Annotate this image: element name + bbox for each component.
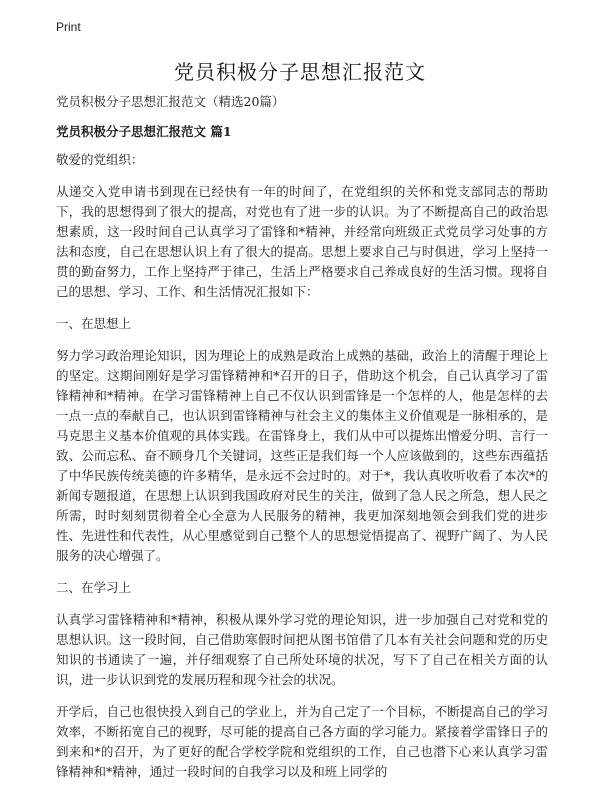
document-subtitle: 党员积极分子思想汇报范文（精选20篇） bbox=[56, 94, 285, 109]
paragraph-thought: 努力学习政治理论知识，因为理论上的成熟是政治上成熟的基础，政治上的清醒于理论上的坚定。这期间刚好是学习雷锋精神和*召开的日子，借助这个机会，自己认真学习了雷锋精神和*精神。在学习雷锋精神上自己不仅认识到雷锋是一个怎样的人，他是怎样的去一点一点的奉献自己，也认识到雷锋精神与社会主义的集体主义价值观是一脉相承的，是马克思主义基本价值观的具体实践。在雷锋身上，我们从中可以提炼出憎爱分明、言行一致、公而忘私、奋不顾身几个关键词，这些正是我们每一个人应该做到的，这些东西蕴括了中华民族传统美德的许多精华，是永远不会过时的。对于*，我认真收听收看了本次*的新闻专题报道，在思想上认识到我国政府对民生的关注，做到了急人民之所急，想人民之所需，时时刻刻贯彻着全心全意为人民服务的精神，我更加深刻地领会到我们党的进步性、先进性和代表性，从心里感觉到自己整个人的思想觉悟提高了、视野广阔了、为人民服务的决心增强了。 bbox=[56, 348, 548, 563]
document-body bbox=[56, 92, 548, 794]
document-title: 党员积极分子思想汇报范文 bbox=[174, 60, 426, 84]
greeting: 敬爱的党组织： bbox=[56, 152, 144, 167]
paragraph-study: 认真学习雷锋精神和*精神，积极从课外学习党的理论知识，进一步加强自己对党和党的思想认识。这一段时间，自己借助寒假时间把从图书馆借了几本有关社会问题和党的历史知识的书通读了一遍，并仔细观察了自己所处环境的状况，写下了自己在相关方面的认识，进一步认识到党的发展历程和现今社会的状况。 bbox=[56, 612, 548, 687]
paragraph-semester: 开学后，自己也很快投入到自己的学业上，并为自己定了一个目标，不断提高自己的学习效率，不断拓宽自己的视野，尽可能的提高自己各方面的学习能力。紧接着学雷锋日子的到来和*的召开，为了更好的配合学校学院和党组织的工作，自己也潜下心来认真学习雷锋精神和*精神，通过一段时间的自我学习以及和班上同学的 bbox=[56, 704, 548, 779]
paragraph-intro: 从递交入党申请书到现在已经快有一年的时间了，在党组织的关怀和党支部同志的帮助下，我的思想得到了很大的提高，对党也有了进一步的认识。为了不断提高自己的政治思想素质，这一段时间自己认真学习了雷锋和*精神，并经常向班级正式党员学习处事的方法和态度，自己在思想认识上有了很大的提高。思想上要求自己与时俱进，学习上坚持一贯的勤奋努力，工作上坚持严于律己，生活上严格要求自己养成良好的生活习惯。现将自己的思想、学习、工作、和生活情况汇报如下： bbox=[56, 184, 548, 299]
section-title: 党员积极分子思想汇报范文 篇1 bbox=[56, 124, 232, 139]
heading-study: 二、在学习上 bbox=[56, 580, 132, 595]
heading-thought: 一、在思想上 bbox=[56, 316, 132, 331]
print-link[interactable]: Print bbox=[56, 20, 81, 34]
